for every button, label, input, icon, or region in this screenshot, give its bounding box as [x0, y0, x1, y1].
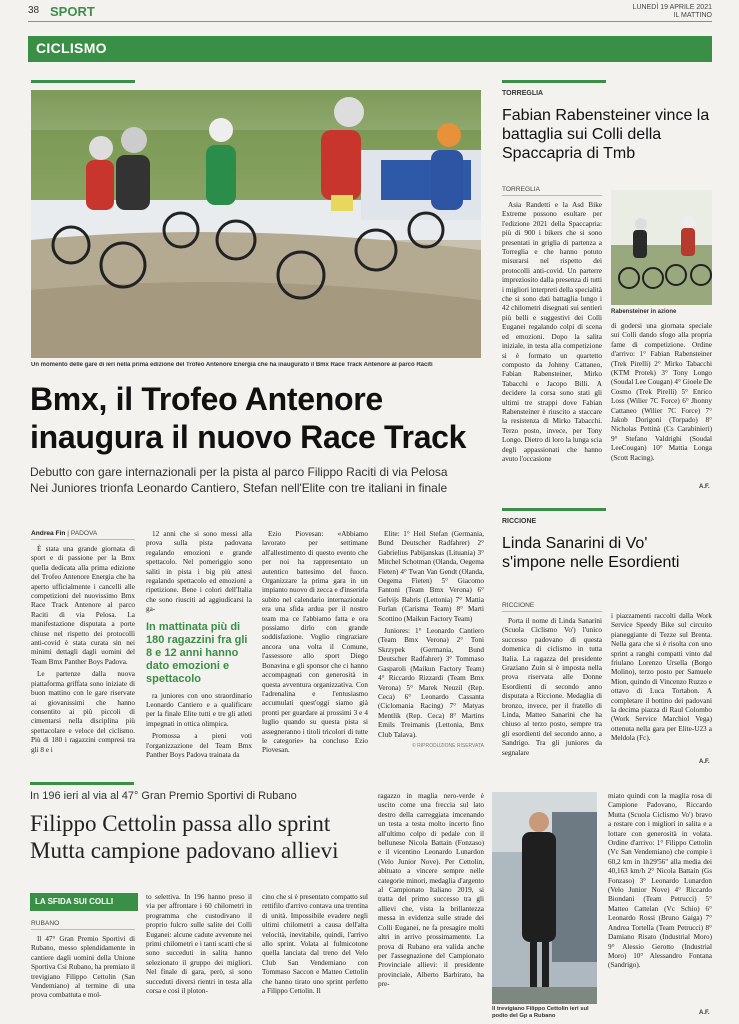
torreglia-place: TORREGLIA [502, 186, 602, 196]
rubano-box-label [30, 893, 138, 911]
riccione-kicker: RICCIONE [502, 518, 537, 525]
paragraph: Le partenze dalla nuova piattaforma griffata sono iniziate di buon mattino con le gare riservate ai giovanissimi che hanno consentito ai più piccoli di cimentarsi nella disciplina più spettacolare e veloce del ciclismo. Più di 180 i ragazzini compresi tra gli 8 e i [31, 670, 135, 754]
torreglia-signature: A.F. [699, 484, 710, 490]
torreglia-photo-caption: Rabensteiner in azione [611, 309, 677, 315]
rubano-col-2 [146, 893, 252, 999]
cyclists-illustration [611, 190, 712, 305]
accent-rule [30, 782, 134, 785]
cettolin-podium-photo [492, 792, 597, 1004]
deck-line-2: Nei Juniores trionfa Leonardo Cantiero, Stefan nell'Elite con tre italiani in finale [30, 481, 448, 495]
paragraph: miato quindi con la maglia rosa di Campione Padovano, Riccardo Mutta (Scuola Ciclismo Vo') bravo a restare con i migliori in salita e a lottare con generosità in volata. Ordine d'arrivo: 1° Filippo Cettolin (Vc San Vendemiano) che compie i 60,2 km in 1h29'56" alla media dei 40,163 km/h 2° Nicola Battain (Gs Fonzaso) 3° Leonardo Lunardon (Velo Junior Nove) 4° Riccardo Biondani (Team Petrucci) 5° Matteo Cattelan (Vc Schio) 6° Leonardo Rossi (Bruno Gaiga) 7° Andrea Tortella (Team Petrucci) 8° Damiano Risato (Industrial Moro) 9° Alessio Gerotto (Industrial Moro) 10° Alessandro Fontana (Sandrigo). [608, 792, 712, 970]
author-name: Andrea Fin [31, 530, 66, 537]
page-header [28, 4, 712, 22]
accent-rule [502, 508, 606, 511]
headline-line-2: inaugura il nuovo Race Track [30, 419, 467, 455]
results-elite: Elite: 1° Heil Stefan (Germania, Bund Deutscher Radfahrer) 2° Gabrielius Pabijanskas (Lituania) 3° Mitchel Schotman (Olanda, Oegema Fieten) 4° Twan Van Gendt (Olanda, Oegema Fieten) 5° Giacomo Fantoni (Team Bmx Verona) 6° Gelvijs Babris (Lettonia) 7° Mattia Furlan (Carisma Team) 8° Marti Scottino (Maikun Factory Team) [378, 530, 484, 623]
caption-text: Un momento delle gare di ieri nella prima edizione del Trofeo Antenore Energia che ha inaugurato il Bmx Race Track Antenore al parco Raciti [31, 362, 433, 368]
main-col-4 [378, 530, 484, 749]
paragraph: Promossa a pieni voti l'organizzazione del Team Bmx Panther Boys Padova trainata da [146, 732, 252, 760]
paragraph: È stata una grande giornata di sport e di passione per la Bmx quella dedicata alla prima edizione del Trofeo Antenore Energia che ha aperto ufficialmente i cancelli alle competizioni del nuovissimo Bmx Race Track Antenore al parco Raciti di via Pelosa. La manifestazione disputata a porte chiuse nel rispetto dei protocolli anti-covid è stata curata sin nei minimi dettagli dagli uomini del Team Bmx Panther Boys Padova. [31, 545, 135, 666]
paragraph: ragazzo in maglia nero-verde è uscito come una freccia sul lato destro della carreggiata imcenando un testa a testa molto incerto fino all'ultimo colpo di pedale con il bellunese Nicola Battain (Fonzaso) e il vicentino Leonardo Lunardon (Velo Junior Nove). Per Cettolin, abituato a vincere sempre nelle categorie minori, medaglia d'argento al Campionato Italiano 2019, si tratta del primo successo tra gli allievi che, vista la brillantezza messa in evidenza sulle strade dei Colli Euganei, ne fa presagire molti altri in arrivo prossimamente. La prova di Rubano era valida anche per l'assegnazione del Campionato Provinciale allievi: il presidente provinciale, Alberto Barbirato, ha pre- [378, 792, 484, 989]
issue-date: LUNEDÌ 19 APRILE 2021 [632, 4, 712, 11]
paragraph: cino che si è presentato compatto sul rettifilo d'arrivo contava una trentina di unità. Impossibile evadere negli ultimi chilometri a causa dell'alta velocità, inevitabile, quindi, l'arrivo allo sprint. Volata al fulmicotone quella lanciata dal treno del Velo Club San Vendemiano con Tommaso Saccon e Matteo Cettolin che hanno tirato uno sprint perfetto a Filippo Cettolin. Il [262, 893, 368, 996]
rubano-signature: A.F. [699, 1010, 710, 1016]
rubano-kicker: In 196 ieri al via al 47° Gran Premio Sportivi di Rubano [30, 790, 297, 802]
copyright-note: © RIPRODUZIONE RISERVATA [412, 742, 484, 749]
section-band-label: CICLISMO [36, 40, 107, 56]
main-col-2 [146, 530, 252, 764]
rubano-col-4 [378, 792, 484, 993]
rubano-col-5 [608, 792, 712, 974]
rubano-place: RUBANO [31, 920, 135, 930]
pull-quote: In mattinata più di 180 ragazzini fra gli 8 e 12 anni hanno dato emozioni e spettacolo [146, 620, 248, 685]
rubano-headline [30, 810, 390, 864]
paragraph: Il 47° Gran Premio Sportivi di Rubano, messo splendidamente in cantiere dagli uomini della Unione Sportiva Csi Rubano, ha premiato il trevigiano Filippo Cettolin (San Vendemiano) al termine di una prova combattuta e mol- [31, 935, 135, 1000]
paragraph: Porta il nome di Linda Sanarini (Scuola Ciclismo Vo') l'unico successo padovano di questa domenica di ciclismo in tutta Italia. La ragazza del presidente Graziano Zuin si è imposta nella prova riservata alle Donne Esordienti di secondo anno disputata a Riccione. Medaglia di bronzo, invece, per il fratello di Linda, Matteo Sanarini che ha chiuso al terzo posto, sempre tra gli esordienti del secondo anno, a Sandrigo. Tra gli juniores da segnalare [502, 617, 602, 757]
deck-line-1: Debutto con gare internazionali per la pista al parco Filippo Raciti di via Pelosa [30, 465, 448, 479]
main-headline [30, 380, 490, 456]
rubano-headline-line-2: Mutta campione padovano allievi [30, 838, 339, 863]
newspaper-name: IL MATTINO [673, 12, 712, 19]
riccione-place: RICCIONE [502, 602, 602, 612]
section-band [28, 36, 712, 62]
paragraph: ra juniores con uno straordinario Leonardo Cantiero e a qualificare per la finale Elite tutti e tre gli atleti impegnati in ottica olimpica. [146, 691, 252, 728]
paragraph: i piazzamenti raccolti dalla Work Service Speedy Bike sul circuito pianeggiante di Tezze sul Brenta. Nella gara che si è risolta con uno sprint a ranghi compatti vinto dal friulano Lorenzo Ursella (Borgo Molino), terzo posto per Samuele Mion, quindo di Vincenzo Ruzzo e ottavo di Luca Tortabon. A completare il bottino dei padovani la decima piazza di Raul Colombo (Work Service Marchiol Vega) ottenuta nella gara per Elite-U23 a Meldola (Fc). [611, 612, 712, 743]
headline-line-1: Bmx, il Trofeo Antenore [30, 381, 383, 417]
rubano-headline-line-1: Filippo Cettolin passa allo sprint [30, 811, 331, 836]
rubano-col-1 [31, 920, 135, 1004]
paragraph: 12 anni che si sono messi alla prova sulla pista padovana regalando emozioni e grande spettacolo. Nel pomeriggio sono saliti in pista i big più attesi regalando spettacolo ed emozioni a ripetizione. Bene i colori dell'Italia che sono riusciti ad aggiudicarsi la ga- [146, 530, 252, 614]
podium-illustration [492, 792, 597, 1004]
paragraph: to selettiva. In 196 hanno preso il via per affrontare i 60 chilometri in programma che custodivano il proprio fulcro sulle salite dei Colli Euganei: alcune cadute avvenute nei primi chilometri e i tanti scatti che si sono succeduti in salita hanno selezionato il gruppo dei migliori. Nel finale di gara, però, si sono succeduti diversi rientri in testa alla corsa e così il ploton- [146, 893, 252, 996]
main-deck [30, 464, 490, 496]
photo-caption [31, 362, 481, 368]
main-col-3 [262, 530, 368, 759]
rubano-col-3 [262, 893, 368, 999]
rubano-photo-caption: Il trevigiano Filippo Cettolin ieri sul podio del Gp a Rubano [492, 1006, 589, 1019]
section-title: SPORT [50, 4, 95, 19]
dateline [633, 4, 712, 20]
byline: Andrea Fin | PADOVA [31, 530, 135, 540]
accent-rule [31, 80, 135, 83]
riccione-col-2 [611, 612, 712, 747]
torreglia-col-1 [502, 186, 602, 467]
torreglia-col-2 [611, 322, 712, 466]
riccione-signature: A.F. [699, 759, 710, 765]
page-number: 38 [28, 5, 40, 16]
riccione-headline: Linda Sanarini di Vo' s'impone nelle Esordienti [502, 535, 680, 571]
bmx-race-illustration [31, 90, 481, 358]
torreglia-headline: Fabian Rabensteiner vince la battaglia sui Colli della Spaccapria di Tmb [502, 107, 710, 162]
bmx-race-photo [31, 90, 481, 358]
results-juniores: Juniores: 1° Leonardo Cantiero (Team Bmx Verona) 2° Toni Skrzypek (Germania, Bund Deutscher Radfahrer) 3° Tommaso Gasparoli (Maikun Factory Team) 4° Riccardo Rizzardi (Team Bmx Verona) 5° Marek Neuzil (Rep. Ceca) 6° Leonardo Cassanta (Ciclomania Racing) 7° Matyas Mentlik (Rep. Ceca) 8° Martins Emils Treimanis (Lettonia, Bmx Club Talava). [378, 627, 484, 739]
torreglia-kicker: TORREGLIA [502, 90, 544, 97]
rabensteiner-photo [611, 190, 712, 305]
rubano-box-label-text: LA SFIDA SUI COLLI [35, 897, 114, 906]
paragraph: di godersi una giornata speciale sui Colli dando sfogo alla propria fame di competizione. Ordine d'arrivo: 1° Fabian Rabensteiner (Trek Pirelli) 2° Mirko Tabacchi (KTM Protek) 3° Tony Longo (Soudal Lee Cougan) 4° Gioele De Cosmo (Trek Pirelli) 5° Enrico Loss (Wilier 7C Force) 6° Jhonny Cattaneo (Wilier 7C Force) 7° Jakob Dorigoni (Torpado) 8° Nicholas Pettinà (Cs Carabinieri) 9° Stefano Valdrighi (Soudal LeeCougan) 10° Mattia Longa (Scott Racing). [611, 322, 712, 462]
paragraph: Ezio Piovesan: «Abbiamo lavorato per settimane all'allestimento di questo evento che per noi ha rappresentato un autentico battesimo del fuoco. Organizzare la prima gara in un impianto nuovo di zecca e d'inserirla subito nel calendario internazionale era una sfida ardua per il nostro team ma ce l'abbiamo fatta e ora possiamo dirlo con grande soddisfazione. Voglio ringraziare ancora una volta il Comune, l'assessore allo sport Diego Bonavina e gli sponsor che ci hanno accompagnati con generosità in questa avventura organizzativa. Con l'adrenalina e l'entusiasmo accumulati quest'oggi siamo già pronti per guardare ai prossimi 3 e 4 luglio quando su questa pista si assegneranno i titoli tricolori di tutte le categorie» ha concluso Ezio Piovesan. [262, 530, 368, 755]
author-place: PADOVA [70, 530, 98, 537]
main-col-1 [31, 530, 135, 758]
accent-rule [502, 80, 606, 83]
paragraph: Asia Randetti e la Asd Bike Extreme possono esultare per l'edizione 2021 della Spaccapria: più di 900 i bikers che si sono presentati in griglia di partenza a Torreglia e che hanno potuto misurarsi nel rispetto dei protocolli anti-covid. Un parterre impreziosito dalla presenza di tutti i migliori interpreti della specialità che si sono dati battaglia lungo i 42 chilometri disegnati sui sentieri più belli e suggestivi dei Colli Euganei regalando colpi di scena ed emozioni. Dopo la salita iniziale, in testa alla competizione si è formato un quartetto composto da Johnny Cattaneo, Fabian Rabensteiner, Mirko Tabacchi e Jacopo Billi. A decidere la corsa sono stati gli ultimi tre strappi dove Fabian Rabensteiner è riuscito a staccare la resistenza di Mirko Tabacchi. Terzo posto, invece, per Tony Longo. Dietro di loro la lunga scia degli appassionati che hanno avuto l'occasione [502, 201, 602, 463]
riccione-col-1 [502, 602, 602, 761]
